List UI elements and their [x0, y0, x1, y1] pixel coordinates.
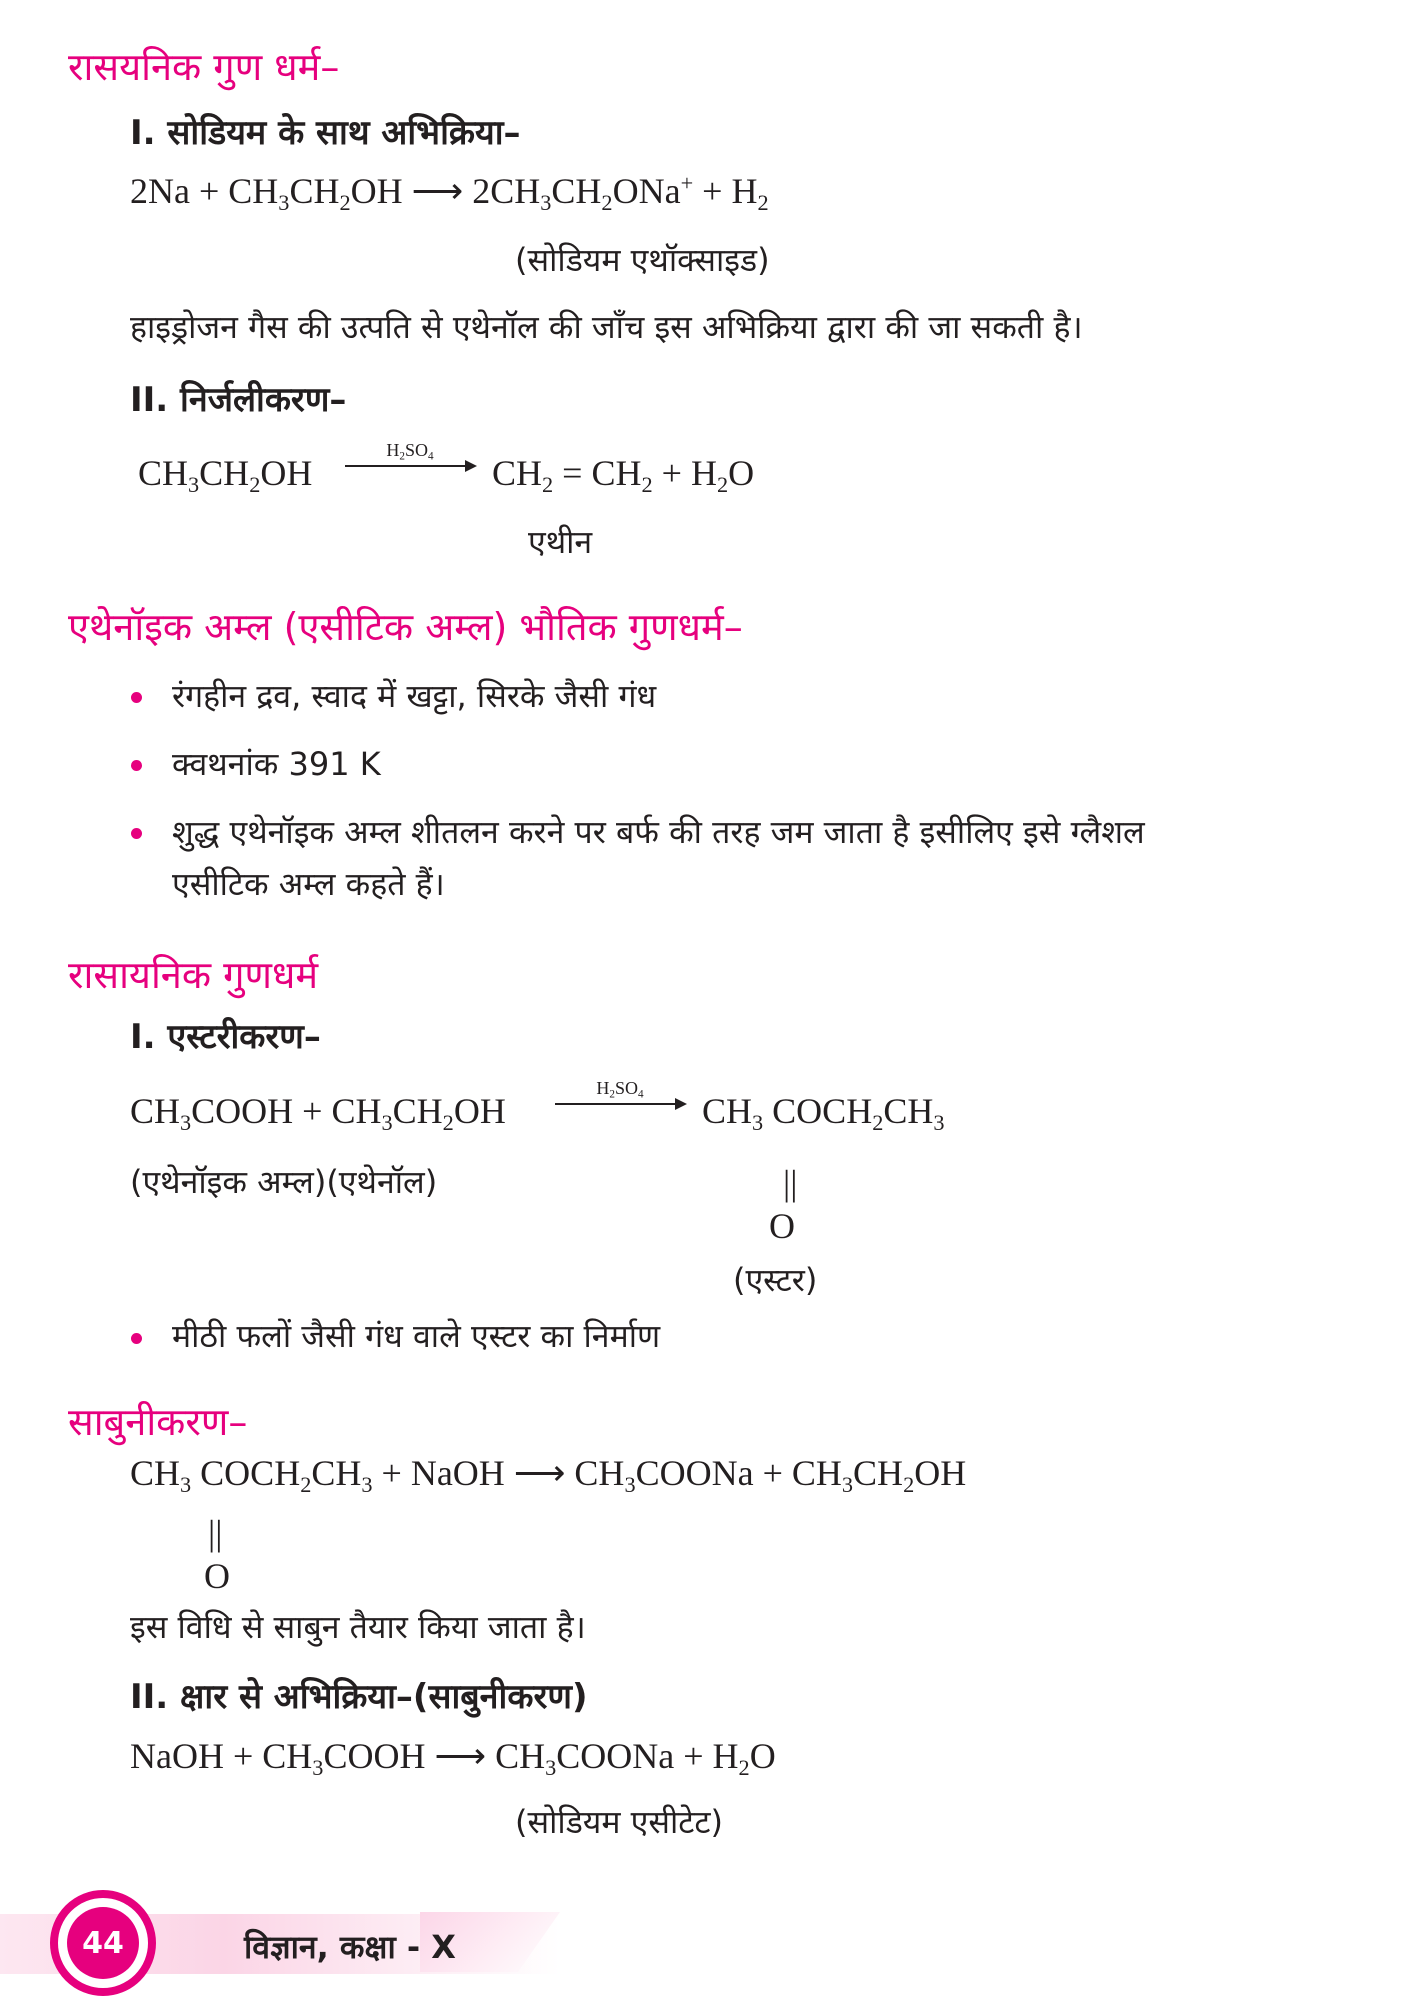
equation-sodium-ethanol [130, 170, 769, 216]
arrow-icon [555, 1103, 685, 1105]
bullet-icon [131, 692, 142, 703]
double-bond-icon: || [208, 1513, 223, 1553]
catalyst-label: $H_2SO_4$ [596, 1078, 644, 1101]
arrow-icon [345, 465, 475, 467]
neut-products: $CH_3COONa + H_2O$ [495, 1736, 776, 1781]
list-item: मीठी फलों जैसी गंध वाले एस्टर का निर्माण [172, 1317, 661, 1355]
subheading-sodium-reaction: I. सोडियम के साथ अभिक्रिया– [130, 113, 521, 153]
double-bond-icon: || [783, 1163, 798, 1203]
equation-esterification-reactants: $CH_3COOH + CH_3CH_2OH$ [130, 1091, 506, 1136]
sap-products: $CH_3COONa + CH_3CH_2OH$ [574, 1453, 967, 1498]
eq1-products: $2CH_3CH_2ONa^+ + H_2$ [472, 170, 769, 216]
bullet-icon [131, 828, 142, 839]
section-heading-saponification: साबुनीकरण– [68, 1400, 248, 1444]
list-item: क्वथनांक 391 K [172, 745, 381, 783]
label-reactants: (एथेनॉइक अम्ल)(एथेनॉल) [130, 1163, 438, 1201]
list-item-continuation: एसीटिक अम्ल कहते हैं। [172, 865, 445, 903]
section-heading-chemical-properties: रासयनिक गुण धर्म– [68, 45, 340, 89]
oxygen-atom: O [204, 1556, 230, 1596]
arrow-icon: ⟶ [411, 171, 464, 211]
arrow-icon: ⟶ [513, 1453, 566, 1493]
page-number: 44 [67, 1907, 139, 1979]
equation-dehydration-products: $CH_2 = CH_2 + H_2O$ [492, 453, 755, 498]
equation-dehydration-reactant: $CH_3CH_2OH$ [138, 453, 313, 498]
page-number-badge [50, 1890, 156, 1996]
section-heading-chemical-properties-acid: रासायनिक गुणधर्म [68, 953, 319, 997]
arrow-with-catalyst [345, 440, 475, 467]
label-ester: (एस्टर) [733, 1261, 818, 1299]
bullet-icon [131, 1333, 142, 1344]
subheading-esterification: I. एस्टरीकरण– [130, 1017, 321, 1057]
text-soap-method: इस विधि से साबुन तैयार किया जाता है। [130, 1608, 586, 1646]
equation-esterification-product: $CH_3$ $COCH_2CH_3$ [702, 1091, 945, 1136]
label-ethene: एथीन [528, 523, 593, 561]
label-sodium-acetate: (सोडियम एसीटेट) [515, 1803, 724, 1841]
section-heading-physical-properties: एथेनॉइक अम्ल (एसीटिक अम्ल) भौतिक गुणधर्म– [68, 605, 743, 649]
label-sodium-ethoxide: (सोडियम एथॉक्साइड) [515, 241, 770, 279]
neut-reactants: NaOH + $CH_3COOH$ [130, 1736, 426, 1781]
subheading-dehydration: II. निर्जलीकरण– [130, 380, 347, 420]
equation-neutralization [130, 1735, 776, 1781]
footer-title: विज्ञान, कक्षा - X [244, 1928, 456, 1966]
bullet-icon [131, 760, 142, 771]
list-item: रंगहीन द्रव, स्वाद में खट्टा, सिरके जैसी गंध [172, 677, 657, 715]
text-hydrogen-test: हाइड्रोजन गैस की उत्पति से एथेनॉल की जाँच इस अभिक्रिया द्वारा की जा सकती है। [130, 308, 1083, 346]
arrow-icon: ⟶ [434, 1736, 487, 1776]
list-item: शुद्ध एथेनॉइक अम्ल शीतलन करने पर बर्फ की तरह जम जाता है इसीलिए इसे ग्लैशल [172, 813, 1145, 851]
oxygen-atom: O [769, 1206, 795, 1246]
catalyst-label: $H_2SO_4$ [386, 440, 434, 463]
subheading-alkali-reaction: II. क्षार से अभिक्रिया–(साबुनीकरण) [130, 1677, 588, 1717]
equation-saponification [130, 1452, 966, 1498]
eq1-reactants: $2Na + CH_3CH_2OH$ [130, 171, 403, 216]
arrow-with-catalyst [555, 1078, 685, 1105]
sap-reactants: $CH_3$ $COCH_2CH_3$ + NaOH [130, 1453, 505, 1498]
